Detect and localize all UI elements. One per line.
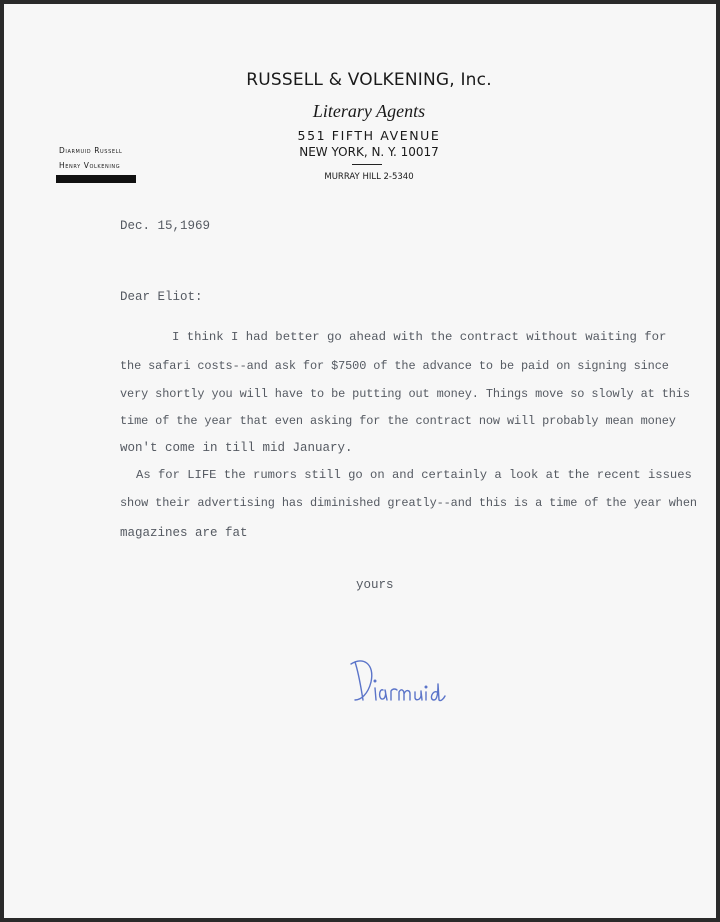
- letter-closing: yours: [356, 578, 394, 592]
- letterhead-address-street: 551 FIFTH AVENUE: [297, 128, 441, 143]
- letterhead-divider: [352, 164, 382, 165]
- body-line-7: show their advertising has diminished greatly--and this is a time of the year when: [120, 496, 697, 510]
- body-line-4: time of the year that even asking for the contract now will probably mean money: [120, 414, 676, 428]
- body-line-1: I think I had better go ahead with the contract without waiting for: [172, 330, 667, 344]
- letterhead-tagline: Literary Agents: [312, 101, 426, 121]
- body-line-2: the safari costs--and ask for $7500 of the advance to be paid on signing since: [120, 359, 669, 373]
- body-line-3: very shortly you will have to be putting out money. Things move so slowly at this: [120, 387, 690, 401]
- letterhead-firm-name: RUSSELL & VOLKENING, Inc.: [246, 70, 492, 90]
- redaction-bar: [56, 175, 136, 183]
- handwritten-signature: [349, 654, 469, 714]
- partner-name-1: Diarmuid Russell: [59, 146, 123, 155]
- letter-page: [4, 4, 716, 918]
- body-line-5: won't come in till mid January.: [120, 441, 353, 455]
- letter-date: Dec. 15,1969: [120, 219, 211, 233]
- body-line-6: As for LIFE the rumors still go on and certainly a look at the recent issues: [136, 468, 692, 482]
- body-line-8: magazines are fat: [120, 526, 248, 540]
- letterhead-phone: MURRAY HILL 2-5340: [324, 172, 414, 182]
- letter-salutation: Dear Eliot:: [120, 290, 203, 304]
- partner-name-2: Henry Volkening: [59, 161, 121, 170]
- letterhead-address-city: NEW YORK, N. Y. 10017: [299, 145, 439, 159]
